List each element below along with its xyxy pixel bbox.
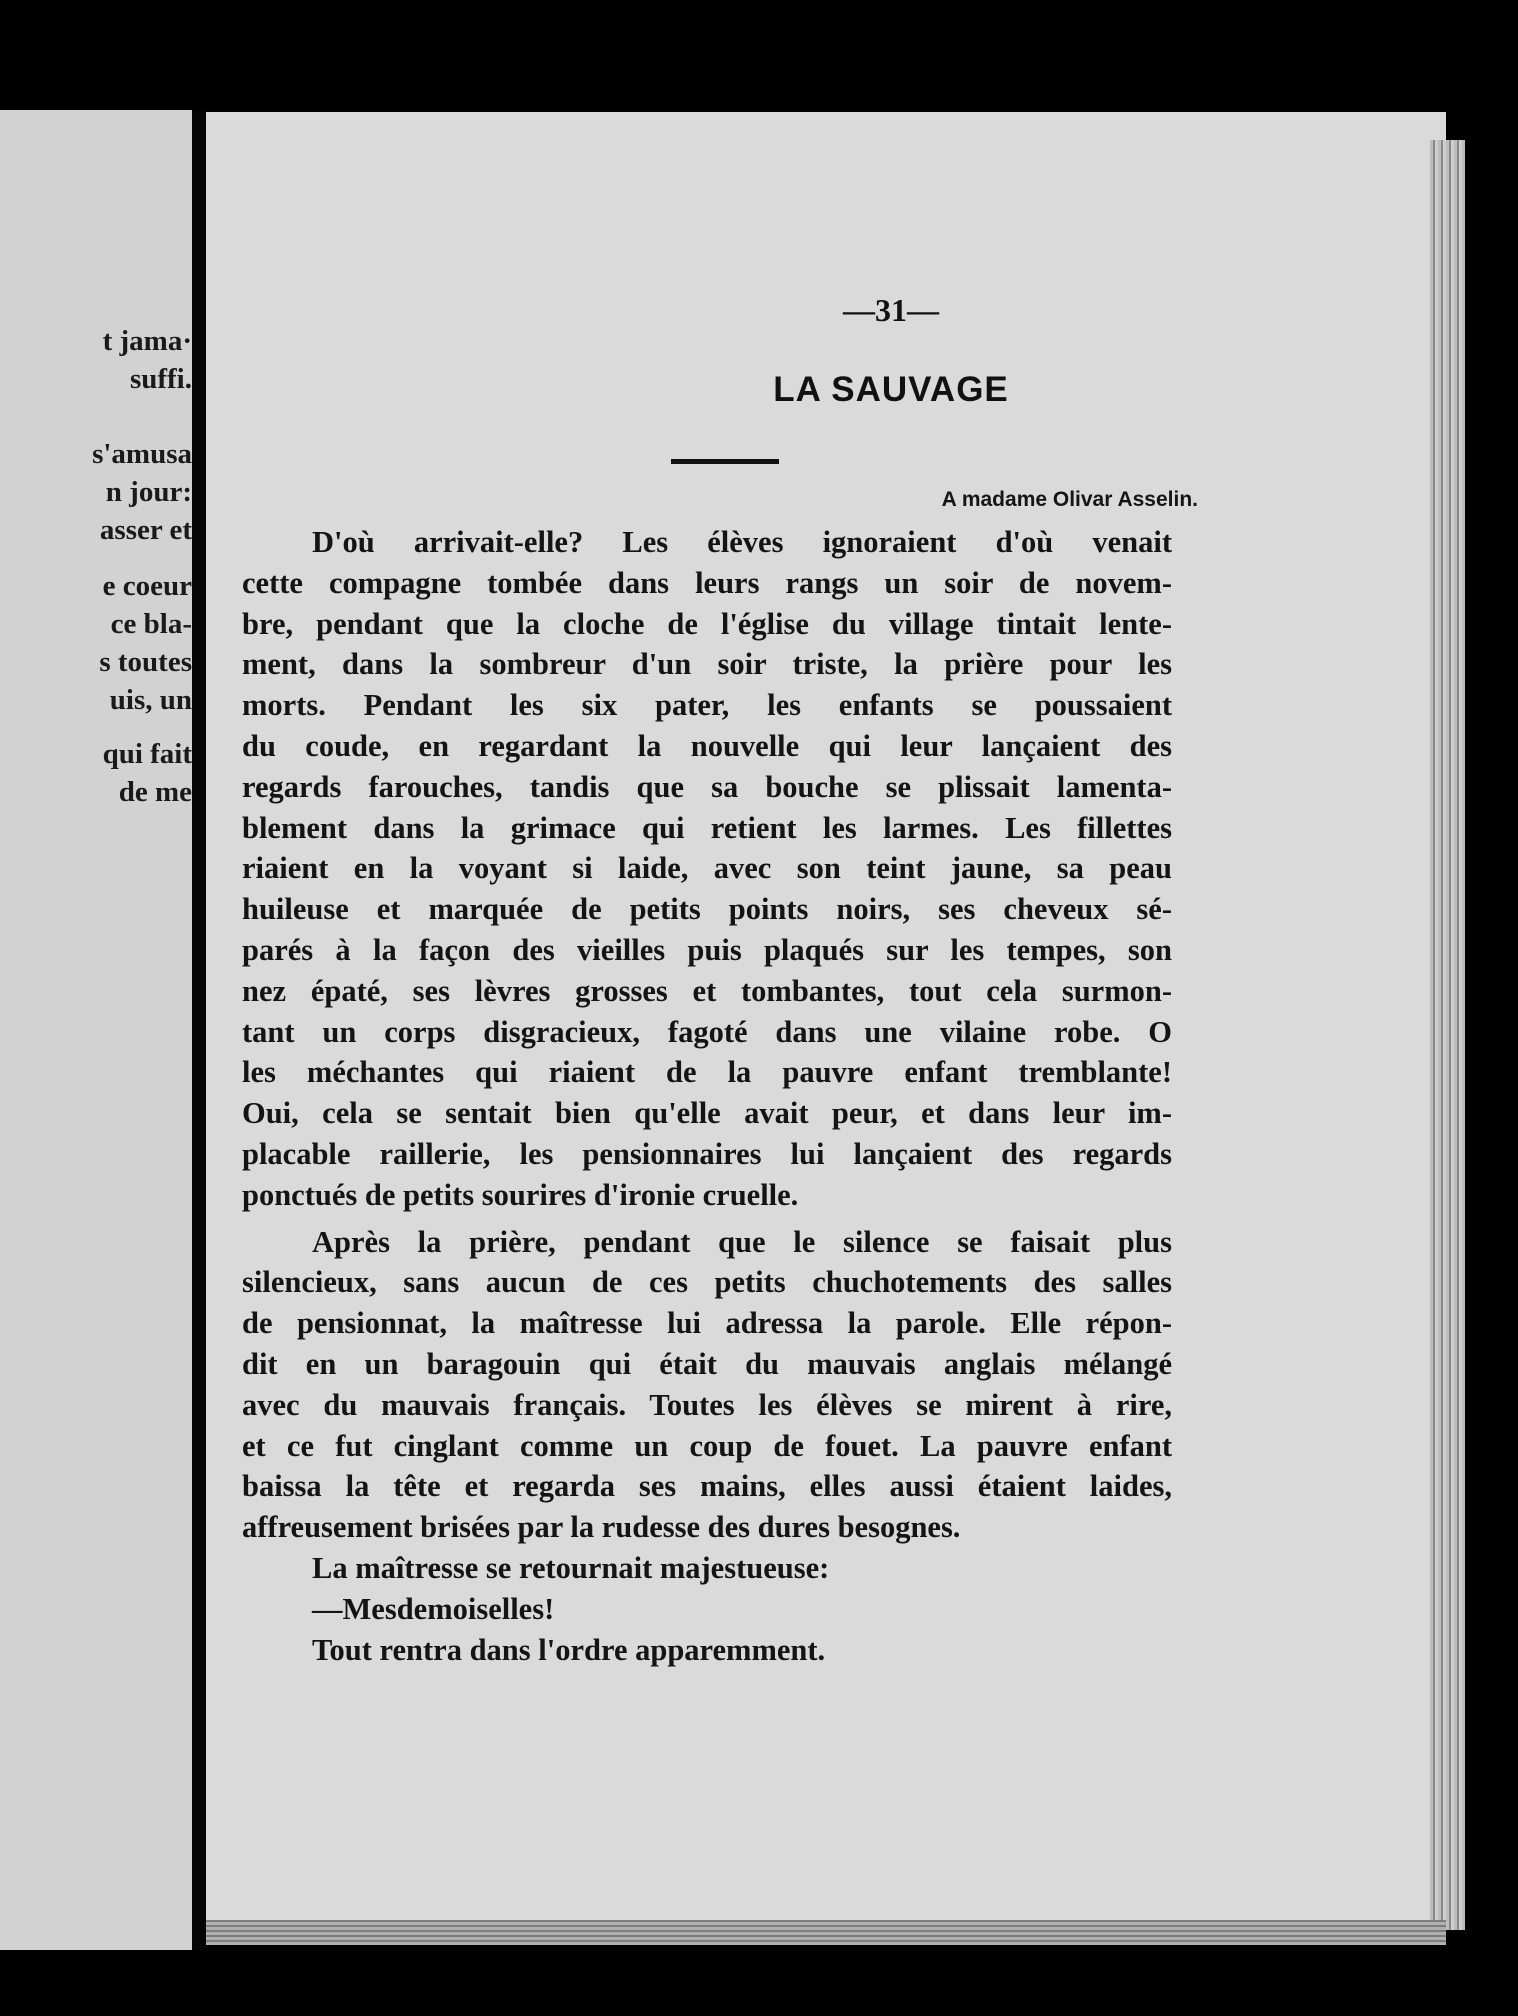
text-line: placable raillerie, les pensionnaires lui lançaient des regards	[242, 1136, 1172, 1171]
text-line: dit en un baragouin qui était du mauvais anglais mélangé	[242, 1346, 1172, 1381]
page-edge-right	[1430, 140, 1465, 1930]
text-line: tant un corps disgracieux, fagoté dans une vilaine robe. O	[242, 1014, 1172, 1049]
left-page-line: uis, un	[109, 684, 192, 716]
text-line: ponctués de petits sourires d'ironie cruelle.	[242, 1177, 799, 1212]
text-line: Tout rentra dans l'ordre apparemment.	[312, 1632, 826, 1667]
closing-lines	[242, 1548, 1172, 1670]
text-line: cette compagne tombée dans leurs rangs un soir de novem-	[242, 565, 1172, 600]
text-line: ment, dans la sombreur d'un soir triste, la prière pour les	[242, 647, 1172, 682]
text-line: baissa la tête et regarda ses mains, elles aussi étaient laides,	[242, 1469, 1172, 1504]
left-page-line: t jama·	[102, 325, 192, 357]
text-line: avec du mauvais français. Toutes les élèves se mirent à rire,	[242, 1387, 1172, 1422]
text-line: silencieux, sans aucun de ces petits chuchotements des salles	[242, 1265, 1172, 1300]
story-body	[242, 522, 1172, 1670]
title-rule	[671, 459, 779, 464]
text-line: affreusement brisées par la rudesse des dures besognes.	[242, 1510, 961, 1545]
text-line: La maîtresse se retournait majestueuse:	[312, 1550, 830, 1585]
left-page-line: de me	[118, 776, 192, 808]
left-page-line: ce bla-	[110, 608, 192, 640]
left-page-line: e coeur	[102, 570, 192, 602]
page-number: —31—	[843, 292, 939, 328]
page-title: LA SAUVAGE	[773, 370, 1009, 409]
text-line: huileuse et marquée de petits points noirs, ses cheveux sé-	[242, 892, 1172, 927]
text-line: du coude, en regardant la nouvelle qui leur lançaient des	[242, 728, 1172, 763]
text-line: D'où arrivait-elle? Les élèves ignoraient d'où venait	[312, 525, 1172, 559]
paragraph-1	[242, 522, 1172, 1216]
left-page-line: asser et	[99, 514, 192, 546]
text-line: blement dans la grimace qui retient les larmes. Les fillettes	[242, 810, 1172, 845]
left-page-line: n jour:	[105, 476, 192, 508]
text-line: nez épaté, ses lèvres grosses et tombantes, tout cela surmon-	[242, 973, 1172, 1008]
page-edge-bottom	[206, 1920, 1446, 1945]
left-page-line: s'amusa	[92, 438, 192, 470]
left-page-fragment	[0, 110, 192, 1950]
text-line: de pensionnat, la maîtresse lui adressa la parole. Elle répon-	[242, 1306, 1172, 1341]
text-line: et ce fut cinglant comme un coup de fouet. La pauvre enfant	[242, 1428, 1172, 1463]
text-line: bre, pendant que la cloche de l'église du village tintait lente-	[242, 606, 1172, 641]
text-line: morts. Pendant les six pater, les enfants se poussaient	[242, 688, 1172, 723]
text-line: riaient en la voyant si laide, avec son teint jaune, sa peau	[242, 851, 1172, 886]
text-line: regards farouches, tandis que sa bouche se plissait lamenta-	[242, 769, 1172, 804]
right-page	[206, 112, 1446, 1942]
left-page-line: suffi.	[129, 363, 192, 395]
text-line: —Mesdemoiselles!	[312, 1591, 555, 1626]
text-line: parés à la façon des vieilles puis plaqués sur les tempes, son	[242, 932, 1172, 967]
left-page-line: s toutes	[99, 646, 192, 678]
paragraph-2	[242, 1222, 1172, 1548]
dedication: A madame Olivar Asselin.	[941, 488, 1198, 511]
text-line: Oui, cela se sentait bien qu'elle avait peur, et dans leur im-	[242, 1096, 1172, 1131]
left-page-line: qui fait	[102, 738, 192, 770]
text-line: Après la prière, pendant que le silence se faisait plus	[312, 1224, 1172, 1259]
book-gutter	[192, 110, 206, 1950]
text-line: les méchantes qui riaient de la pauvre enfant tremblante!	[242, 1055, 1172, 1090]
